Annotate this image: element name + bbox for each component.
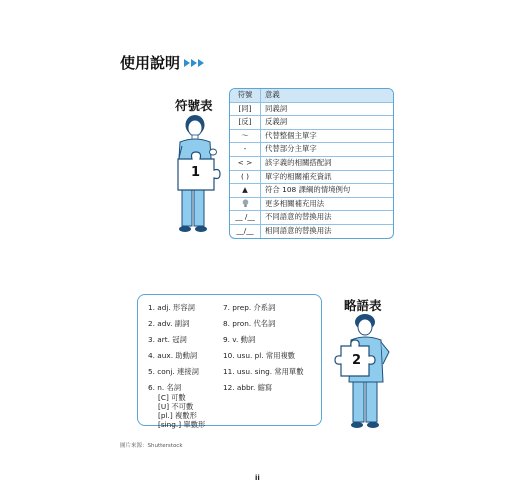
abbr-subitem: [U] 不可數 (158, 402, 194, 411)
abbr-item: 2. adv. 副詞 (148, 319, 190, 328)
table-row (230, 210, 393, 224)
symbol-cell: ～ (230, 130, 261, 143)
abbr-item: 9. v. 動詞 (223, 335, 256, 344)
abbr-item: 1. adj. 形容詞 (148, 303, 195, 312)
meaning-cell: 該字義的相關搭配詞 (265, 157, 332, 167)
puzzle-number-1: 1 (191, 165, 201, 180)
symbol-cell: ▲ (230, 184, 261, 197)
meaning-cell: 代替部分主單字 (265, 144, 317, 154)
table-row (230, 115, 393, 129)
symbol-cell: < > (230, 157, 261, 170)
symbol-cell (230, 198, 261, 211)
meaning-cell: 更多相關補充用法 (265, 198, 325, 208)
abbr-subitem: [pl.] 複數形 (158, 411, 197, 420)
abbr-item: 8. pron. 代名詞 (223, 319, 276, 328)
table-row (230, 170, 393, 184)
meaning-cell: 符合 108 課綱的情境例句 (265, 185, 351, 195)
table-row (230, 142, 393, 156)
meaning-cell: 代替整個主單字 (265, 130, 317, 140)
table-row (230, 102, 393, 116)
symbol-cell: __/__ (230, 225, 261, 238)
symbol-table (229, 88, 394, 239)
puzzle-number-2: 2 (352, 353, 362, 368)
lightbulb-icon (242, 199, 249, 208)
abbreviation-table-title: 略語表 (344, 298, 382, 313)
triple-arrow-icon (184, 59, 204, 67)
symbol-table-header (230, 89, 393, 102)
abbr-item: 4. aux. 助動詞 (148, 351, 198, 360)
table-row (230, 197, 393, 211)
meaning-cell: 相同語意的替換用法 (265, 225, 332, 235)
table-row (230, 156, 393, 170)
meaning-cell: 不同語意的替換用法 (265, 212, 332, 222)
person-with-puzzle-illustration-2 (327, 312, 397, 432)
symbol-cell: [同] (230, 103, 261, 116)
table-row (230, 224, 393, 238)
page-title-text: 使用說明 (120, 54, 181, 72)
meaning-cell: 單字的相關補充資訊 (265, 171, 332, 181)
abbr-subitem: [sing.] 單數形 (158, 420, 206, 429)
page-title (120, 52, 204, 73)
abbr-item: 6. n. 名詞 (148, 383, 182, 392)
meaning-cell: 同義詞 (265, 103, 288, 113)
abbr-item: 10. usu. pl. 常用複數 (223, 351, 296, 360)
abbr-item: 12. abbr. 縮寫 (223, 383, 273, 392)
meaning-cell: 反義詞 (265, 117, 288, 127)
table-row (230, 129, 393, 143)
header-meaning: 意義 (265, 90, 280, 99)
table-row (230, 183, 393, 197)
abbr-subitem: [C] 可數 (158, 393, 186, 402)
image-credit: 圖片來源：Shutterstock (120, 443, 183, 449)
symbol-cell: [反] (230, 116, 261, 129)
abbr-item: 5. conj. 連接詞 (148, 367, 199, 376)
page-number: ii (255, 474, 260, 482)
symbol-table-title: 符號表 (175, 98, 213, 113)
abbr-item: 7. prep. 介系詞 (223, 303, 276, 312)
symbol-cell: ( ) (230, 171, 261, 184)
header-symbol: 符號 (230, 89, 261, 102)
abbreviation-box (137, 294, 322, 429)
symbol-cell: - (230, 143, 261, 156)
abbr-item: 11. usu. sing. 常用單數 (223, 367, 304, 376)
abbr-item: 3. art. 冠詞 (148, 335, 187, 344)
symbol-cell: __ /__ (230, 211, 261, 224)
